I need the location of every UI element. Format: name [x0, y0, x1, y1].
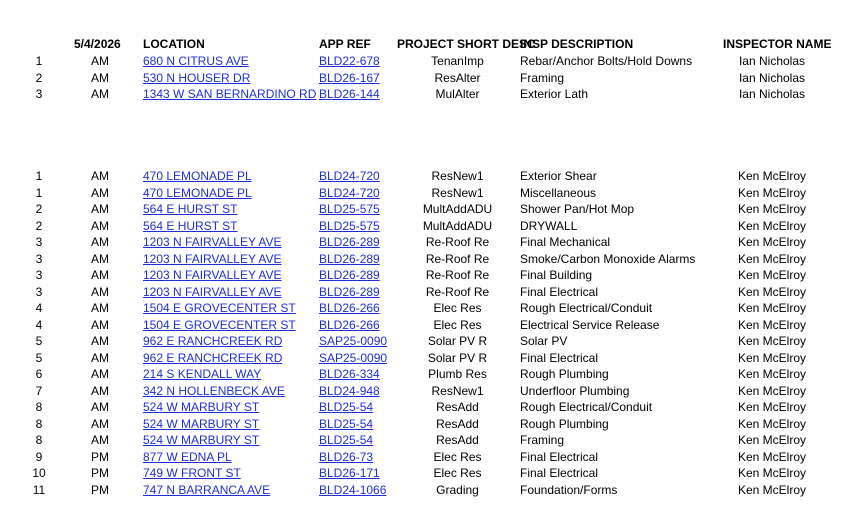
inspector-name: Ken McElroy	[737, 169, 807, 183]
project-short-desc: ResAlter	[434, 70, 481, 85]
row-number: 10	[32, 466, 46, 480]
location-link[interactable]: 470 LEMONADE PL	[143, 185, 252, 200]
row-number: 5	[35, 350, 43, 365]
project-short-desc: Re-Roof Re	[425, 235, 490, 249]
location-link-cell	[143, 267, 282, 283]
row-number: 2	[35, 202, 43, 216]
inspector-name: Ken McElroy	[737, 433, 807, 447]
app-ref-link[interactable]: BLD25-575	[319, 202, 380, 216]
location-link[interactable]: 747 N BARRANCA AVE	[143, 482, 271, 497]
project-short-desc: ResAdd	[436, 433, 479, 447]
insp-description: Exterior Shear	[520, 169, 597, 183]
app-ref-link[interactable]: BLD26-171	[319, 466, 380, 480]
insp-description: Rough Electrical/Conduit	[520, 301, 653, 315]
row-number: 3	[35, 251, 43, 266]
app-ref-link[interactable]: BLD26-289	[319, 284, 380, 299]
inspector-name: Ken McElroy	[737, 317, 807, 332]
app-ref-link[interactable]: BLD24-720	[319, 185, 380, 200]
location-link-cell	[143, 234, 282, 250]
app-ref-link[interactable]: BLD26-167	[319, 70, 380, 85]
app-ref-link[interactable]: BLD26-73	[319, 449, 374, 464]
row-number: 3	[35, 87, 43, 101]
app-ref-link[interactable]: BLD25-575	[319, 218, 380, 233]
row-number: 6	[35, 367, 43, 381]
app-ref-link-cell	[319, 482, 386, 498]
location-link[interactable]: 524 W MARBURY ST	[143, 400, 260, 414]
insp-description: Rough Plumbing	[520, 367, 609, 381]
table-row	[0, 185, 845, 201]
time-slot: AM	[91, 416, 109, 431]
inspector-name: Ken McElroy	[737, 466, 807, 480]
time-slot: AM	[91, 218, 109, 233]
time-slot: PM	[91, 449, 109, 464]
app-ref-link[interactable]: BLD24-720	[319, 169, 380, 183]
location-link-cell	[143, 185, 252, 201]
inspector-name: Ian Nicholas	[738, 70, 806, 85]
app-ref-link[interactable]: BLD25-54	[319, 416, 374, 431]
row-number: 7	[35, 383, 43, 398]
insp-description: Rough Electrical/Conduit	[520, 400, 653, 414]
row-number: 1	[35, 54, 43, 68]
location-link[interactable]: 1504 E GROVECENTER ST	[143, 301, 296, 315]
time-slot: AM	[91, 334, 109, 348]
app-ref-link[interactable]: BLD26-289	[319, 251, 380, 266]
app-ref-link[interactable]: BLD26-144	[319, 87, 380, 101]
insp-description: Final Electrical	[520, 284, 599, 299]
row-number: 8	[35, 400, 43, 414]
app-ref-link[interactable]: BLD24-1066	[319, 482, 387, 497]
location-link[interactable]: 749 W FRONT ST	[143, 466, 241, 480]
time-slot: PM	[91, 466, 109, 480]
inspector-name: Ken McElroy	[737, 284, 807, 299]
location-link-cell	[143, 383, 285, 399]
app-ref-link-cell	[319, 366, 380, 382]
location-link[interactable]: 470 LEMONADE PL	[143, 169, 252, 183]
location-link-cell	[143, 399, 259, 415]
app-ref-link[interactable]: BLD26-334	[319, 367, 380, 381]
row-number: 4	[35, 301, 43, 315]
app-ref-link[interactable]: SAP25-0090	[319, 350, 388, 365]
project-short-desc: ResNew1	[431, 185, 484, 200]
table-row	[0, 300, 845, 316]
row-number: 9	[35, 449, 43, 464]
table-row	[0, 317, 845, 333]
app-ref-link[interactable]: SAP25-0090	[319, 334, 388, 348]
table-row	[0, 366, 845, 382]
time-slot: PM	[91, 482, 109, 497]
time-slot: AM	[91, 202, 109, 216]
insp-description: Framing	[520, 433, 565, 447]
app-ref-link-cell	[319, 465, 380, 481]
table-row	[0, 251, 845, 267]
insp-description: Final Electrical	[520, 466, 599, 480]
header-project-short-desc: PROJECT SHORT DESC	[397, 37, 536, 51]
table-row	[0, 284, 845, 300]
inspector-name: Ian Nicholas	[738, 54, 806, 68]
location-link[interactable]: 680 N CITRUS AVE	[143, 54, 249, 68]
table-row	[0, 416, 845, 432]
insp-description: Foundation/Forms	[520, 482, 618, 497]
time-slot: AM	[91, 54, 109, 68]
inspector-name: Ken McElroy	[737, 251, 807, 266]
app-ref-link[interactable]: BLD26-266	[319, 317, 380, 332]
table-row	[0, 465, 845, 481]
location-link[interactable]: 564 E HURST ST	[143, 218, 238, 233]
header-date: 5/4/2026	[74, 37, 121, 51]
time-slot: AM	[91, 70, 109, 85]
app-ref-link-cell	[319, 432, 373, 448]
row-number: 1	[35, 169, 43, 183]
time-slot: AM	[91, 185, 109, 200]
table-row	[0, 70, 845, 86]
table-row	[0, 449, 845, 465]
row-number: 8	[35, 433, 43, 447]
app-ref-link-cell	[319, 267, 380, 283]
app-ref-link-cell	[319, 399, 373, 415]
time-slot: AM	[91, 235, 109, 249]
location-link-cell	[143, 317, 296, 333]
row-number: 3	[35, 235, 43, 249]
app-ref-link[interactable]: BLD26-266	[319, 301, 380, 315]
insp-description: DRYWALL	[520, 218, 578, 233]
time-slot: AM	[91, 400, 109, 414]
project-short-desc: Plumb Res	[428, 367, 487, 381]
time-slot: AM	[91, 350, 109, 365]
insp-description: Underfloor Plumbing	[520, 383, 630, 398]
project-short-desc: Re-Roof Re	[425, 251, 490, 266]
table-row	[0, 234, 845, 250]
header-insp-description: INSP DESCRIPTION	[520, 37, 634, 51]
app-ref-link-cell	[319, 251, 380, 267]
table-row	[0, 383, 845, 399]
location-link-cell	[143, 70, 250, 86]
project-short-desc: Elec Res	[433, 317, 482, 332]
row-number: 3	[35, 268, 43, 282]
header-inspector-name: INSPECTOR NAME	[723, 37, 832, 51]
table-row	[0, 168, 845, 184]
project-short-desc: Solar PV R	[427, 334, 488, 348]
location-link-cell	[143, 465, 241, 481]
location-link-cell	[143, 432, 259, 448]
insp-description: Miscellaneous	[520, 185, 597, 200]
inspector-name: Ken McElroy	[737, 482, 807, 497]
app-ref-link-cell	[319, 333, 387, 349]
inspector-name: Ken McElroy	[737, 367, 807, 381]
app-ref-link-cell	[319, 383, 380, 399]
location-link[interactable]: 962 E RANCHCREEK RD	[143, 334, 283, 348]
insp-description: Final Electrical	[520, 350, 599, 365]
row-number: 2	[35, 70, 43, 85]
app-ref-link-cell	[319, 300, 380, 316]
app-ref-link[interactable]: BLD22-678	[319, 54, 380, 68]
table-row	[0, 350, 845, 366]
app-ref-link-cell	[319, 449, 373, 465]
time-slot: AM	[91, 169, 109, 183]
location-link-cell	[143, 251, 282, 267]
row-number: 4	[35, 317, 43, 332]
time-slot: AM	[91, 268, 109, 282]
project-short-desc: Elec Res	[433, 466, 482, 480]
inspector-name: Ken McElroy	[737, 218, 807, 233]
table-row	[0, 333, 845, 349]
header-app-ref: APP REF	[319, 37, 371, 51]
table-row	[0, 201, 845, 217]
app-ref-link-cell	[319, 350, 387, 366]
insp-description: Final Mechanical	[520, 235, 611, 249]
location-link[interactable]: 1504 E GROVECENTER ST	[143, 317, 296, 332]
inspector-name: Ken McElroy	[737, 268, 807, 282]
location-link-cell	[143, 86, 316, 102]
inspector-name: Ken McElroy	[737, 301, 807, 315]
location-link-cell	[143, 284, 282, 300]
location-link-cell	[143, 300, 296, 316]
app-ref-link-cell	[319, 218, 380, 234]
table-row	[0, 53, 845, 69]
time-slot: AM	[91, 367, 109, 381]
location-link-cell	[143, 168, 252, 184]
project-short-desc: ResNew1	[431, 383, 484, 398]
header-row	[0, 36, 845, 52]
row-number: 3	[35, 284, 43, 299]
app-ref-link-cell	[319, 234, 380, 250]
insp-description: Framing	[520, 70, 565, 85]
project-short-desc: MultAddADU	[422, 218, 493, 233]
inspector-name: Ken McElroy	[737, 416, 807, 431]
insp-description: Final Building	[520, 268, 593, 282]
location-link[interactable]: 877 W EDNA PL	[143, 449, 232, 464]
project-short-desc: Grading	[436, 482, 479, 497]
location-link-cell	[143, 482, 270, 498]
location-link[interactable]: 342 N HOLLENBECK AVE	[143, 383, 285, 398]
location-link-cell	[143, 416, 259, 432]
app-ref-link-cell	[319, 317, 380, 333]
location-link[interactable]: 524 W MARBURY ST	[143, 433, 260, 447]
location-link-cell	[143, 449, 232, 465]
project-short-desc: MultAddADU	[422, 202, 493, 216]
location-link[interactable]: 1203 N FAIRVALLEY AVE	[143, 284, 282, 299]
location-link[interactable]: 1343 W SAN BERNARDINO RD	[143, 87, 317, 101]
location-link[interactable]: 214 S KENDALL WAY	[143, 367, 262, 381]
row-number: 5	[35, 334, 43, 348]
app-ref-link-cell	[319, 416, 373, 432]
location-link-cell	[143, 350, 282, 366]
inspector-name: Ken McElroy	[737, 449, 807, 464]
app-ref-link-cell	[319, 86, 380, 102]
insp-description: Solar PV	[520, 334, 568, 348]
location-link-cell	[143, 53, 249, 69]
location-link[interactable]: 962 E RANCHCREEK RD	[143, 350, 283, 365]
inspector-name: Ken McElroy	[737, 400, 807, 414]
project-short-desc: ResAdd	[436, 400, 479, 414]
insp-description: Electrical Service Release	[520, 317, 660, 332]
time-slot: AM	[91, 317, 109, 332]
row-number: 11	[32, 482, 46, 497]
project-short-desc: TenanImp	[431, 54, 484, 68]
insp-description: Rebar/Anchor Bolts/Hold Downs	[520, 54, 693, 68]
project-short-desc: ResAdd	[436, 416, 479, 431]
inspector-name: Ken McElroy	[737, 350, 807, 365]
location-link-cell	[143, 218, 237, 234]
location-link[interactable]: 1203 N FAIRVALLEY AVE	[143, 235, 282, 249]
table-row	[0, 482, 845, 498]
table-row	[0, 399, 845, 415]
table-row	[0, 267, 845, 283]
row-number: 1	[35, 185, 43, 200]
location-link[interactable]: 524 W MARBURY ST	[143, 416, 260, 431]
location-link[interactable]: 564 E HURST ST	[143, 202, 238, 216]
time-slot: AM	[91, 87, 109, 101]
app-ref-link-cell	[319, 70, 380, 86]
project-short-desc: MulAlter	[435, 87, 480, 101]
insp-description: Smoke/Carbon Monoxide Alarms	[520, 251, 696, 266]
location-link[interactable]: 1203 N FAIRVALLEY AVE	[143, 268, 282, 282]
inspector-name: Ken McElroy	[737, 235, 807, 249]
time-slot: AM	[91, 251, 109, 266]
insp-description: Final Electrical	[520, 449, 599, 464]
project-short-desc: Elec Res	[433, 449, 482, 464]
app-ref-link[interactable]: BLD26-289	[319, 235, 380, 249]
table-row	[0, 218, 845, 234]
project-short-desc: ResNew1	[431, 169, 484, 183]
table-row	[0, 86, 845, 102]
app-ref-link-cell	[319, 201, 380, 217]
time-slot: AM	[91, 301, 109, 315]
time-slot: AM	[91, 383, 109, 398]
inspector-name: Ian Nicholas	[738, 87, 806, 101]
time-slot: AM	[91, 284, 109, 299]
app-ref-link[interactable]: BLD24-948	[319, 383, 380, 398]
row-number: 8	[35, 416, 43, 431]
app-ref-link-cell	[319, 185, 380, 201]
project-short-desc: Re-Roof Re	[425, 268, 490, 282]
location-link[interactable]: 530 N HOUSER DR	[143, 70, 251, 85]
location-link-cell	[143, 366, 261, 382]
app-ref-link-cell	[319, 53, 380, 69]
inspector-name: Ken McElroy	[737, 185, 807, 200]
app-ref-link[interactable]: BLD25-54	[319, 433, 374, 447]
header-location: LOCATION	[143, 37, 205, 51]
app-ref-link-cell	[319, 284, 380, 300]
project-short-desc: Solar PV R	[427, 350, 488, 365]
location-link-cell	[143, 201, 237, 217]
insp-description: Shower Pan/Hot Mop	[520, 202, 635, 216]
insp-description: Rough Plumbing	[520, 416, 609, 431]
project-short-desc: Elec Res	[433, 301, 482, 315]
table-row	[0, 432, 845, 448]
project-short-desc: Re-Roof Re	[425, 284, 490, 299]
location-link-cell	[143, 333, 282, 349]
app-ref-link[interactable]: BLD26-289	[319, 268, 380, 282]
row-number: 2	[35, 218, 43, 233]
app-ref-link-cell	[319, 168, 380, 184]
inspector-name: Ken McElroy	[737, 202, 807, 216]
inspector-name: Ken McElroy	[737, 334, 807, 348]
time-slot: AM	[91, 433, 109, 447]
inspector-name: Ken McElroy	[737, 383, 807, 398]
insp-description: Exterior Lath	[520, 87, 589, 101]
app-ref-link[interactable]: BLD25-54	[319, 400, 374, 414]
location-link[interactable]: 1203 N FAIRVALLEY AVE	[143, 251, 282, 266]
